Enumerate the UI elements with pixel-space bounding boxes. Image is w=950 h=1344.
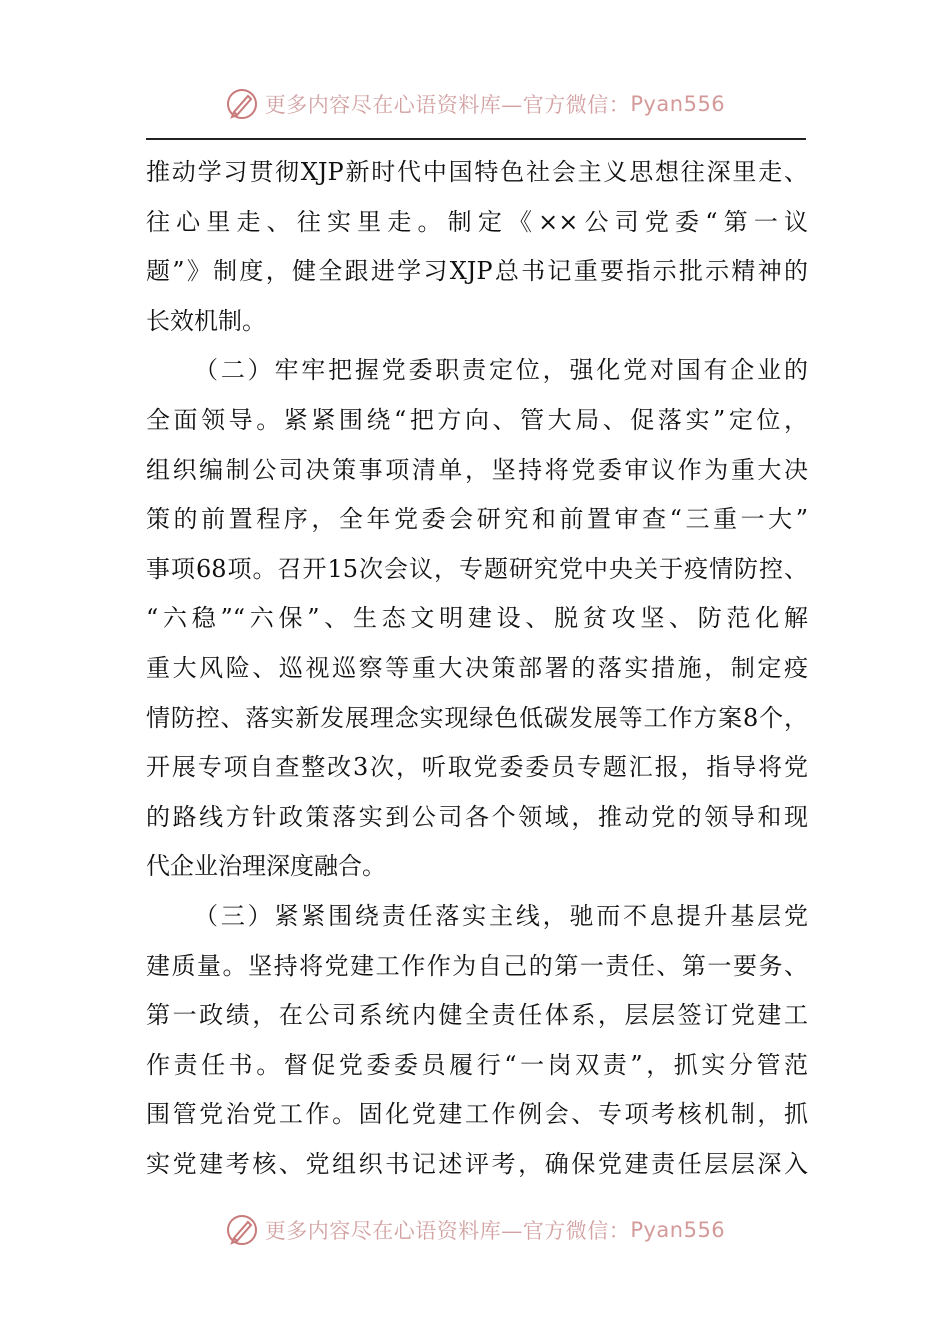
body-line: 长效机制。: [146, 306, 266, 335]
body-line: 情防控、落实新发展理念实现绿色低碳发展等工作方案8个，: [146, 703, 808, 732]
watermark-wechat-id: Pyan556: [630, 92, 726, 116]
document-body: [146, 148, 808, 1189]
body-line: 事项68项。召开15次会议，专题研究党中央关于疫情防控、: [146, 554, 808, 583]
pen-logo-icon: [225, 87, 259, 121]
body-line: 往心里走、往实里走。制定《××公司党委“第一议: [146, 207, 808, 236]
body-line: 第一政绩，在公司系统内健全责任体系，层层签订党建工: [146, 1001, 808, 1030]
body-line: 建质量。坚持将党建工作作为自己的第一责任、第一要务、: [146, 951, 808, 980]
body-line: 组织编制公司决策事项清单，坚持将党委审议作为重大决: [146, 455, 808, 484]
pen-logo-icon: [225, 1213, 259, 1247]
body-line: 代企业治理深度融合。: [146, 852, 386, 881]
body-line: 作责任书。督促党委委员履行“一岗双责”，抓实分管范: [146, 1050, 808, 1079]
body-line: 重大风险、巡视巡察等重大决策部署的落实措施，制定疫: [146, 653, 808, 682]
body-line: 推动学习贯彻XJP新时代中国特色社会主义思想往深里走、: [146, 158, 808, 186]
body-line: 围管党治党工作。固化党建工作例会、专项考核机制，抓: [146, 1100, 808, 1129]
section-heading-line: （三）紧紧围绕责任落实主线，驰而不息提升基层党: [194, 901, 808, 930]
body-line: 开展专项自查整改3次，听取党委委员专题汇报，指导将党: [146, 753, 808, 782]
watermark-text: 更多内容尽在心语资料库—官方微信：: [264, 93, 631, 117]
body-line: 策的前置程序，全年党委会研究和前置审查“三重一大”: [146, 505, 808, 534]
body-line: “六稳”“六保”、生态文明建设、脱贫攻坚、防范化解: [146, 604, 808, 633]
section-heading-line: （二）牢牢把握党委职责定位，强化党对国有企业的: [194, 356, 808, 385]
header-watermark: [0, 84, 950, 124]
footer-watermark: [0, 1210, 950, 1250]
watermark-text: 更多内容尽在心语资料库—官方微信：: [264, 1219, 631, 1243]
body-line: 实党建考核、党组织书记述评考，确保党建责任层层深入: [146, 1149, 808, 1178]
header-rule: [146, 138, 806, 140]
body-line: 题”》制度，健全跟进学习XJP总书记重要指示批示精神的: [146, 257, 808, 286]
body-line: 全面领导。紧紧围绕“把方向、管大局、促落实”定位，: [146, 405, 808, 434]
watermark-wechat-id: Pyan556: [630, 1218, 726, 1242]
body-line: 的路线方针政策落实到公司各个领域，推动党的领导和现: [146, 802, 808, 831]
